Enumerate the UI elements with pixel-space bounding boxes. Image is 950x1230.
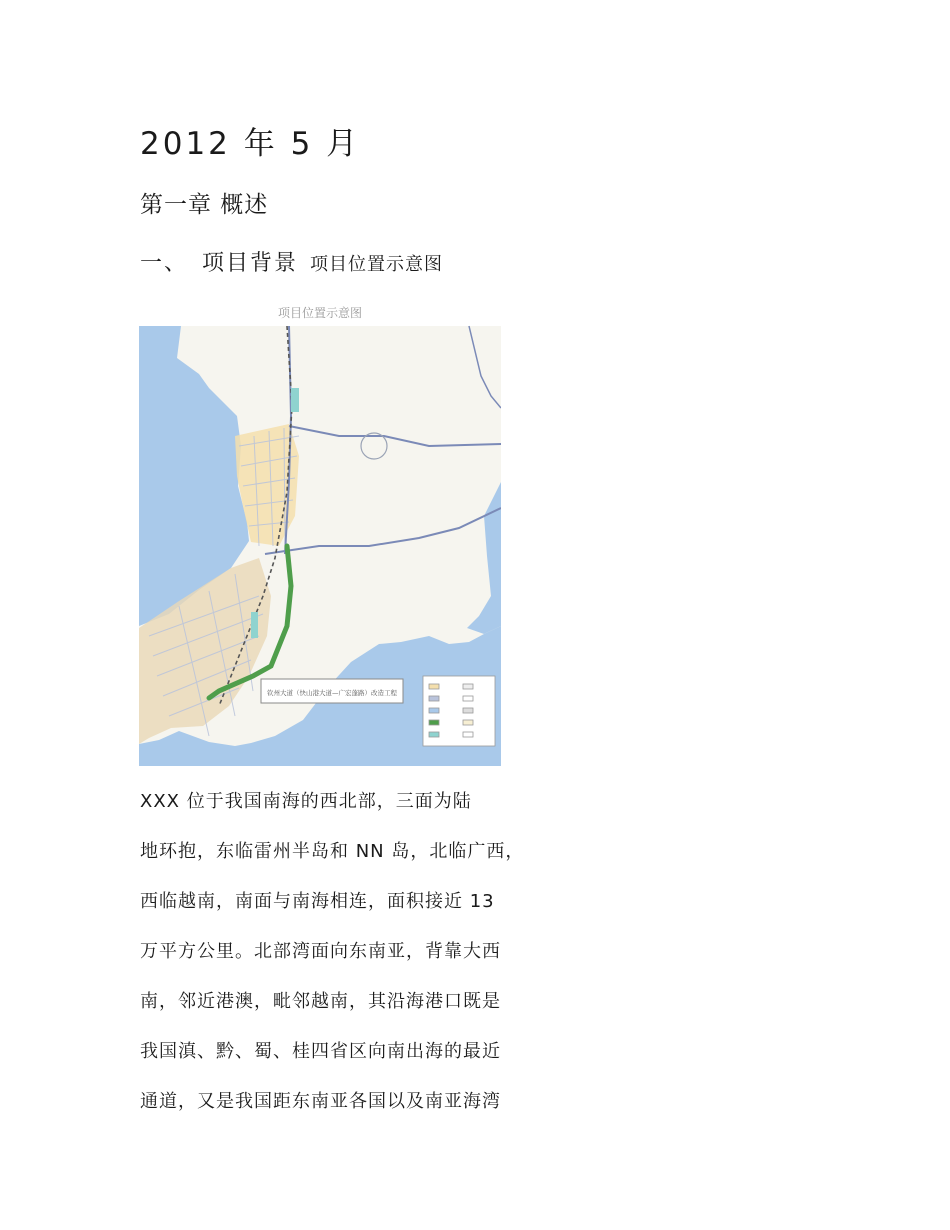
map-project-label: 钦州大道（快山港大道—广宏蓬路）改造工程 [267,689,397,697]
section-number: 一、 [140,251,189,276]
paragraph-line: 我国滇、黔、蜀、桂四省区向南出海的最近 [140,1041,501,1062]
figure-caption: 项目位置示意图 [310,254,444,275]
paragraph-line: 通道，又是我国距东南亚各国以及南亚海湾 [140,1091,501,1112]
chapter-heading: 第一章 概述 [140,192,269,218]
section-heading [140,246,443,277]
paragraph-line: 南，邻近港澳，毗邻越南，其沿海港口既是 [140,991,501,1012]
paragraph-line: 万平方公里。北部湾面向东南亚，背靠大西 [140,941,501,962]
paragraph-line: 西临越南，南面与南海相连，面积接近 13 [140,891,495,912]
background-paragraph [140,786,580,1136]
paragraph-line: 地环抱，东临雷州半岛和 NN 岛，北临广西， [140,841,525,862]
map-reservoir [291,388,299,412]
map-reservoir [251,612,258,638]
project-location-map [139,296,501,766]
map-title: 项目位置示意图 [277,306,363,320]
section-title: 项目背景 [202,251,299,276]
paragraph-line: XXX 位于我国南海的西北部，三面为陆 [140,791,472,812]
document-date: 2012 年 5 月 [140,126,361,162]
map-legend [423,676,495,746]
